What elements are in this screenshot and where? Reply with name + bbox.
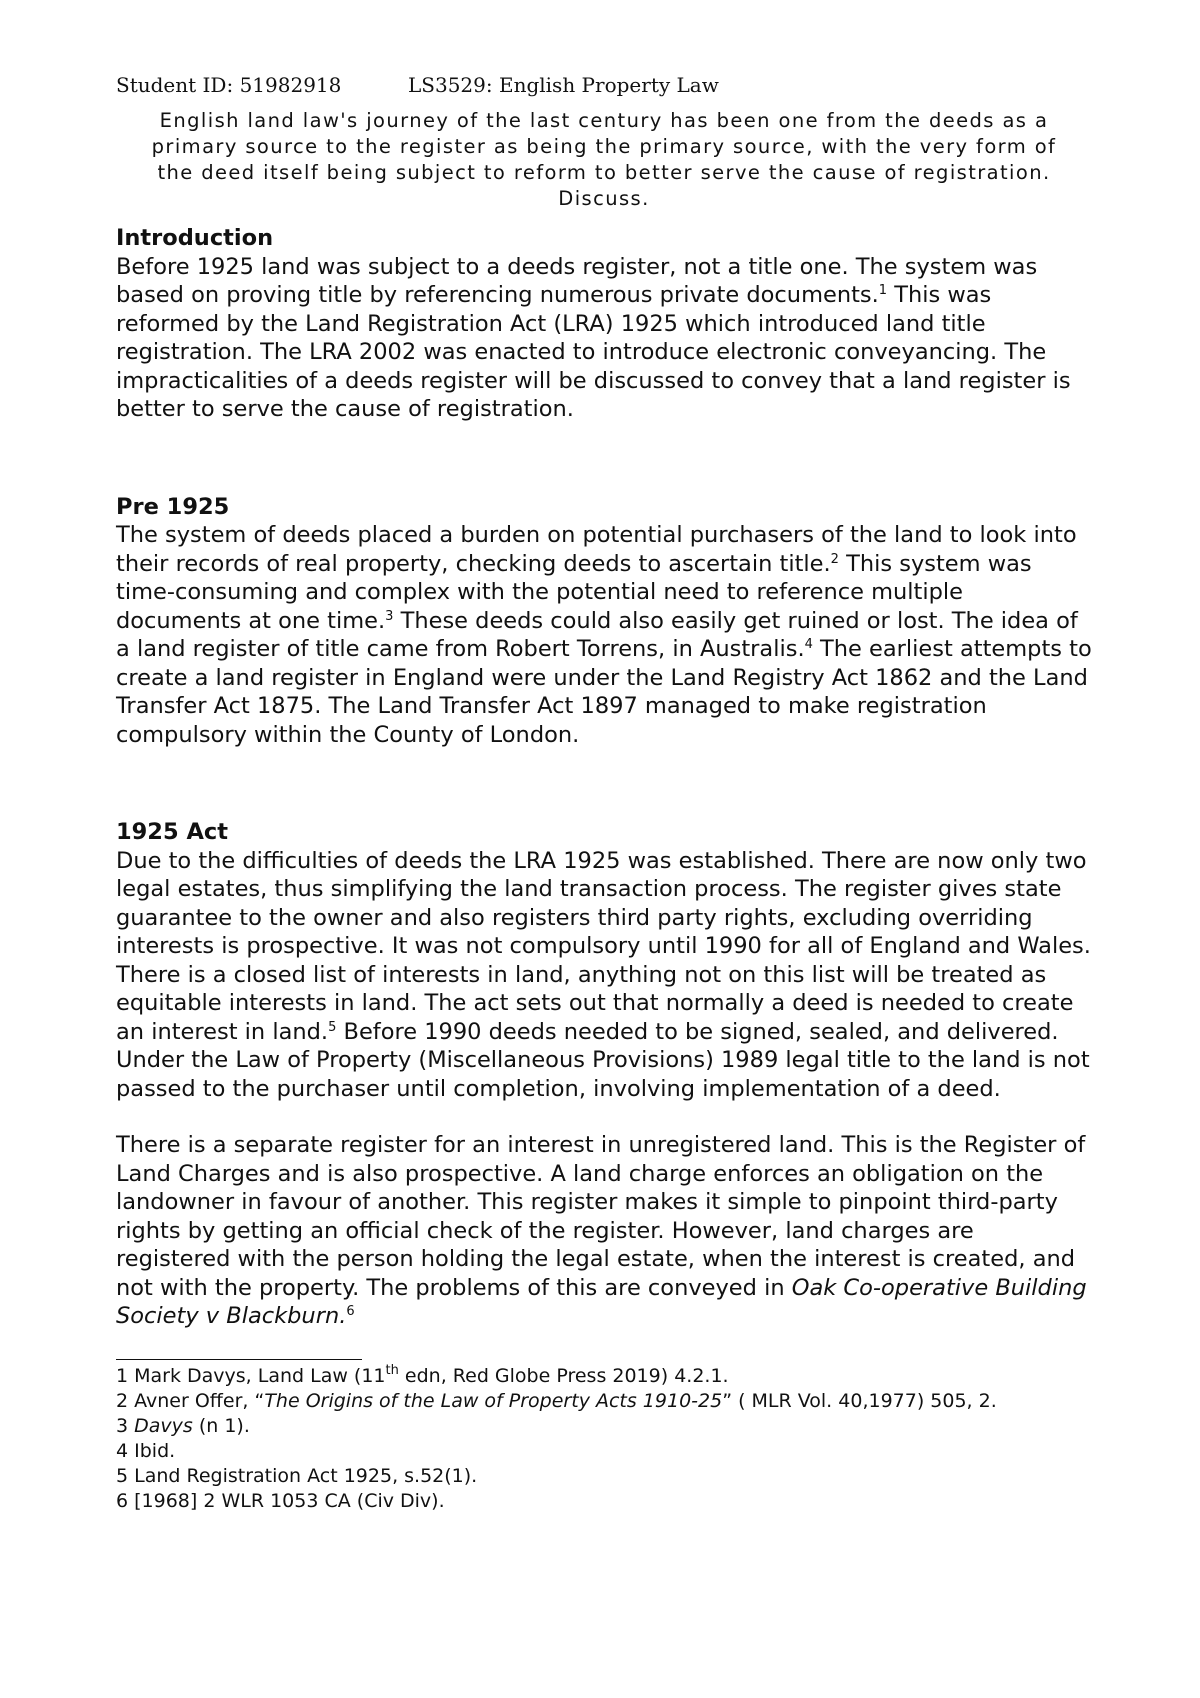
section-pre-1925: [116, 493, 1092, 750]
footnote-2: [116, 1389, 1092, 1414]
text-run: ” ( MLR Vol. 40,1977) 505, 2.: [722, 1389, 997, 1412]
text-run: 2 Avner Offer, “: [116, 1389, 265, 1412]
text-run: Before 1990 deeds needed to be signed, sealed, and delivered. Under the Law of Property (Miscellaneous Provisions) 1989 legal title to the land is not passed to the purchaser until completion, involving implementation of a deed.: [116, 1018, 1090, 1102]
essay-question: English land law's journey of the last century has been one from the deeds as a primary source to the register as being the primary source, with the very form of the deed itself being subject to reform to better serve the cause of registration. Discuss.: [151, 109, 1057, 210]
text-run: There is a separate register for an interest in unregistered land. This is the Register of Land Charges and is also prospective. A land charge enforces an obligation on the landowner in favour of another. This register makes it simple to pinpoint third-party rights by getting an official check of the register. However, land charges are registered with the person holding the legal estate, when the interest is created, and not with the property. The problems of this are conveyed in: [116, 1132, 1086, 1301]
footnote-ref[interactable]: 6: [346, 1304, 355, 1319]
course-code: LS3529: English Property Law: [408, 73, 719, 97]
page-header: [116, 70, 1092, 100]
paragraph: [116, 253, 1092, 424]
section-heading: 1925 Act: [116, 819, 228, 845]
footnotes: [116, 1364, 1092, 1514]
footnote-5: 5 Land Registration Act 1925, s.52(1).: [116, 1464, 478, 1487]
section-introduction: [116, 224, 1092, 424]
section-heading: Pre 1925: [116, 493, 230, 520]
spacer: [116, 424, 1092, 481]
paragraph: [116, 847, 1092, 1104]
footnote-4: 4 Ibid.: [116, 1439, 176, 1462]
text-run: Due to the difficulties of deeds the LRA 1925 was established. There are now only two legal estates, thus simplifying the land transaction process. The register gives state guarantee to the owner and also registers third party rights, excluding overriding interests is prospective. It was not compulsory until 1990 for all of England and Wales. There is a closed list of interests in land, anything not on this list will be treated as equitable interests in land. The act sets out that normally a deed is needed to create an interest in land.: [116, 847, 1091, 1045]
paragraph: [116, 1131, 1092, 1331]
footnote-ref[interactable]: 2: [830, 551, 839, 567]
spacer: [116, 1103, 1092, 1131]
author-name: Davys: [134, 1414, 193, 1437]
text-run: This system was time-consuming and complex with the potential need to reference multiple documents at one time.: [116, 550, 1032, 634]
section-1925-act: [116, 818, 1092, 1331]
spacer: [116, 749, 1092, 806]
footnote-ref[interactable]: 1: [878, 283, 888, 298]
student-id: Student ID: 51982918: [116, 73, 342, 97]
footnote-6: 6 [1968] 2 WLR 1053 CA (Civ Div).: [116, 1489, 445, 1512]
text-run: The system of deeds placed a burden on potential purchasers of the land to look into their records of real property, checking deeds to ascertain title.: [116, 522, 1077, 577]
text-run: These deeds could also easily get ruined or lost. The idea of a land register of title came from Robert Torrens, in Australis.: [116, 607, 1078, 662]
footnote-ref[interactable]: 3: [385, 608, 394, 624]
section-heading: Introduction: [116, 225, 274, 251]
text-run: edn, Red Globe Press 2019) 4.2.1.: [398, 1364, 729, 1387]
text-run: The earliest attempts to create a land register in England were under the Land Registry Act 1862 and the Land Transfer Act 1875. The Land Transfer Act 1897 managed to make registration compulsory within the County of London.: [116, 636, 1092, 748]
text-run: 3: [116, 1414, 135, 1437]
paragraph: [116, 521, 1092, 749]
text-run: 1 Mark Davys, Land Law (11: [116, 1364, 386, 1387]
footnote-1: [116, 1364, 1092, 1389]
text-run: This was reformed by the Land Registration Act (LRA) 1925 which introduced land title registration. The LRA 2002 was enacted to introduce electronic conveyancing. The impracticalities of a deeds register will be discussed to convey that a land register is better to serve the cause of registration.: [116, 282, 1071, 422]
text-run: (n 1).: [192, 1414, 250, 1437]
case-name: Oak Co-operative Building Society v Blackburn.: [116, 1274, 1087, 1329]
footnote-3: [116, 1414, 1092, 1439]
text-run: Before 1925 land was subject to a deeds register, not a title one. The system was based on proving title by referencing numerous private documents.: [116, 253, 1038, 308]
ordinal-suffix: th: [385, 1362, 399, 1378]
footnote-ref[interactable]: 4: [804, 637, 813, 652]
footnote-ref[interactable]: 5: [328, 1019, 337, 1035]
footnote-separator: [116, 1359, 362, 1360]
article-title: The Origins of the Law of Property Acts 1910-25: [264, 1389, 723, 1412]
